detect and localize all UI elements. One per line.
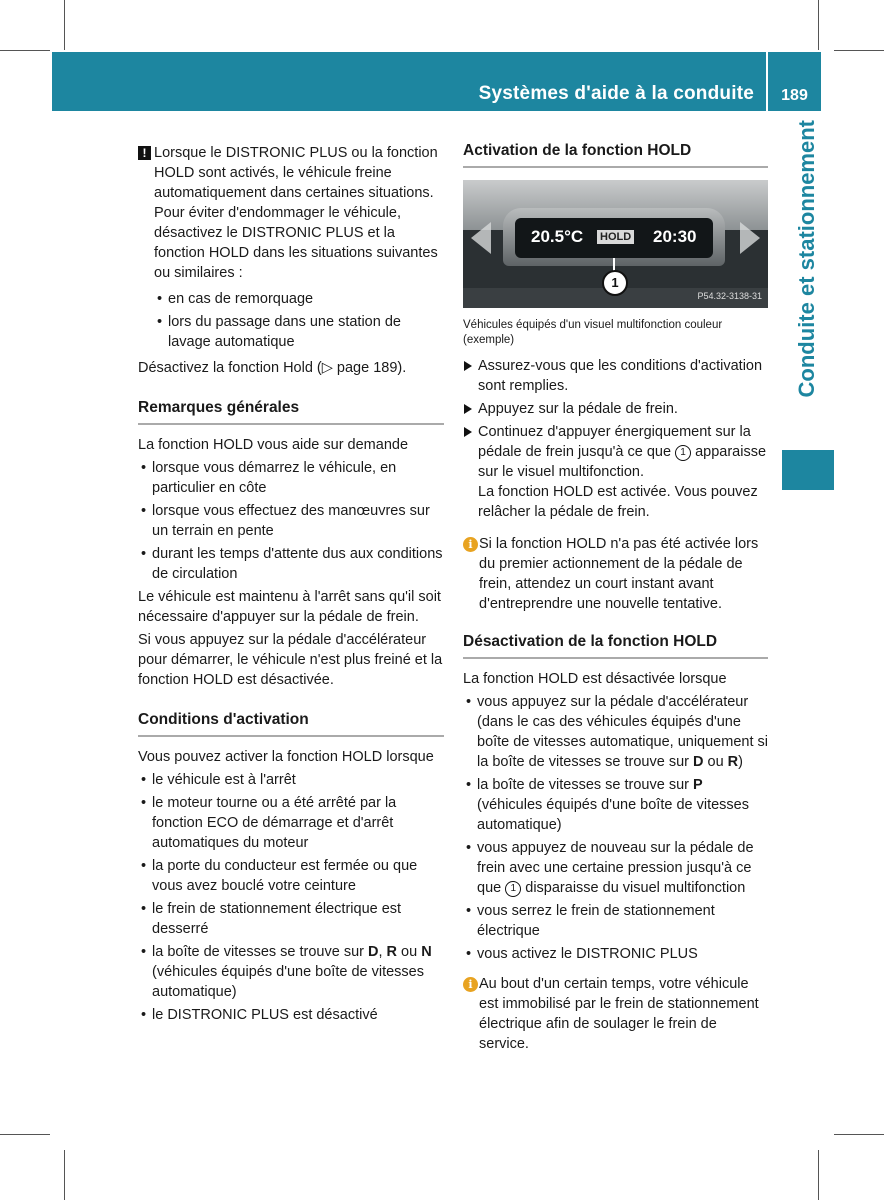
text-run: disparaisse du visuel multifonction — [521, 880, 746, 896]
info-icon: i — [463, 537, 478, 552]
step-arrow-icon — [464, 404, 472, 414]
chapter-side-tab — [780, 112, 834, 448]
step-item — [463, 356, 768, 396]
step-text: Assurez-vous que les conditions d'activation sont remplies. — [478, 358, 763, 394]
text-run: ou — [397, 944, 422, 960]
text-run: ou — [703, 754, 728, 770]
list-item: • en cas de remorquage — [154, 289, 444, 309]
list-item: • durant les temps d'attente dus aux conditions de circulation — [138, 544, 444, 584]
deactivate-note: Désactivez la fonction Hold (▷ page 189). — [138, 360, 407, 376]
step-item — [463, 422, 768, 522]
text-run: , — [378, 944, 387, 960]
text-run: (véhicules équipés d'une boîte de vitesses automatique) — [477, 797, 749, 833]
list-item — [463, 838, 768, 898]
general-paragraph: Si vous appuyez sur la pédale d'accélérateur pour démarrer, le véhicule n'est plus freiné et la fonction HOLD est désactivée. — [138, 632, 443, 688]
text-run: la boîte de vitesses se trouve sur — [152, 944, 368, 960]
info-block — [463, 974, 768, 1054]
crop-mark — [64, 0, 65, 50]
crop-mark — [834, 50, 884, 51]
step-arrow-icon — [464, 361, 472, 371]
list-item: • lors du passage dans une station de lavage automatique — [154, 312, 444, 352]
header-bar — [52, 52, 766, 111]
hold-badge: HOLD — [597, 230, 634, 244]
step-text: Appuyez sur la pédale de frein. — [478, 401, 678, 417]
list-item: • la porte du conducteur est fermée ou que vous avez bouclé votre ceinture — [138, 856, 444, 896]
right-column — [463, 141, 768, 1054]
callout-ref: 1 — [675, 445, 691, 461]
general-intro: La fonction HOLD vous aide sur demande — [138, 437, 409, 453]
figure-caption: Véhicules équipés d'un visuel multifonction couleur (exemple) — [463, 319, 723, 346]
warning-block — [138, 143, 444, 352]
warning-text: Lorsque le DISTRONIC PLUS ou la fonction HOLD sont activés, le véhicule freine automatiquement dans certaines situations. Pour éviter d'endommager le véhicule, désactivez le DISTRONIC PLUS et la fonction HOLD dans les situations suivantes ou similaires : — [154, 145, 438, 281]
general-paragraph: Le véhicule est maintenu à l'arrêt sans qu'il soit nécessaire d'appuyer sur la pédale de frein. — [138, 589, 441, 625]
gear-n: N — [421, 944, 432, 960]
list-item — [138, 942, 444, 1002]
crop-mark — [0, 50, 50, 51]
info-text: Si la fonction HOLD n'a pas été activée lors du premier actionnement de la pédale de frein, attendez un court instant avant d'entreprendre une nouvelle tentative. — [479, 536, 759, 612]
general-heading: Remarques générales — [138, 398, 444, 425]
text-run: (véhicules équipés d'une boîte de vitesses automatique) — [152, 964, 424, 1000]
gear-r: R — [386, 944, 398, 960]
crop-mark — [64, 1150, 65, 1200]
info-icon: i — [463, 977, 478, 992]
left-arrow-icon — [471, 222, 491, 254]
display-time: 20:30 — [653, 227, 697, 246]
page-number: 189 — [768, 52, 821, 111]
warning-icon: ! — [138, 146, 151, 160]
step-item — [463, 399, 768, 419]
step-text: apparaisse sur le visuel multifonction. — [478, 444, 767, 480]
gear-d: D — [693, 754, 704, 770]
text-run: la boîte de vitesses se trouve sur — [477, 777, 693, 793]
list-item: • vous serrez le frein de stationnement électrique — [463, 901, 768, 941]
gear-p: P — [693, 777, 703, 793]
list-item — [463, 692, 768, 772]
callout-number: 1 — [602, 270, 628, 296]
activation-heading: Activation de la fonction HOLD — [463, 141, 768, 168]
multifunction-display — [515, 218, 713, 258]
list-item — [463, 775, 768, 835]
chapter-color-block — [782, 450, 834, 490]
deactivation-heading: Désactivation de la fonction HOLD — [463, 632, 768, 659]
text-run: vous appuyez sur la pédale d'accélérateur (dans le cas des véhicules équipés d'une boîte de vitesses automatique, uniquement si la boîte de vitesses se trouve sur — [477, 694, 768, 770]
step-result: La fonction HOLD est activée. Vous pouvez relâcher la pédale de frein. — [478, 484, 758, 520]
info-block — [463, 534, 768, 614]
crop-mark — [818, 1150, 819, 1200]
list-item: • vous activez le DISTRONIC PLUS — [463, 944, 768, 964]
deactivation-intro: La fonction HOLD est désactivée lorsque — [463, 671, 727, 687]
crop-mark — [0, 1134, 50, 1135]
callout-ref: 1 — [505, 881, 521, 897]
list-item: • lorsque vous effectuez des manœuvres sur un terrain en pente — [138, 501, 444, 541]
crop-mark — [818, 0, 819, 50]
list-item: • le frein de stationnement électrique est desserré — [138, 899, 444, 939]
conditions-heading: Conditions d'activation — [138, 710, 444, 737]
list-item: • le DISTRONIC PLUS est désactivé — [138, 1005, 444, 1025]
conditions-intro: Vous pouvez activer la fonction HOLD lorsque — [138, 749, 434, 765]
text-run: vous appuyez de nouveau sur la pédale de frein avec une certaine pression jusqu'à ce que — [477, 840, 754, 896]
chapter-label: Conduite et stationnement — [794, 120, 819, 398]
step-text: Continuez d'appuyer énergiquement sur la pédale de frein jusqu'à ce que — [478, 424, 751, 460]
list-item: • le moteur tourne ou a été arrêté par la fonction ECO de démarrage et d'arrêt automatiques du moteur — [138, 793, 444, 853]
step-arrow-icon — [464, 427, 472, 437]
figure-code: P54.32-3138-31 — [697, 291, 762, 301]
gear-r: R — [727, 754, 739, 770]
right-arrow-icon — [740, 222, 760, 254]
display-temperature: 20.5°C — [531, 227, 584, 246]
list-item: • le véhicule est à l'arrêt — [138, 770, 444, 790]
info-text: Au bout d'un certain temps, votre véhicule est immobilisé par le frein de stationnement électrique afin de soulager le frein de service. — [479, 976, 759, 1052]
text-run: ) — [738, 754, 743, 770]
crop-mark — [834, 1134, 884, 1135]
display-figure — [463, 180, 768, 308]
list-item: • lorsque vous démarrez le véhicule, en particulier en côte — [138, 458, 444, 498]
left-column — [138, 143, 444, 1025]
gear-d: D — [368, 944, 379, 960]
section-title: Systèmes d'aide à la conduite — [478, 83, 754, 104]
